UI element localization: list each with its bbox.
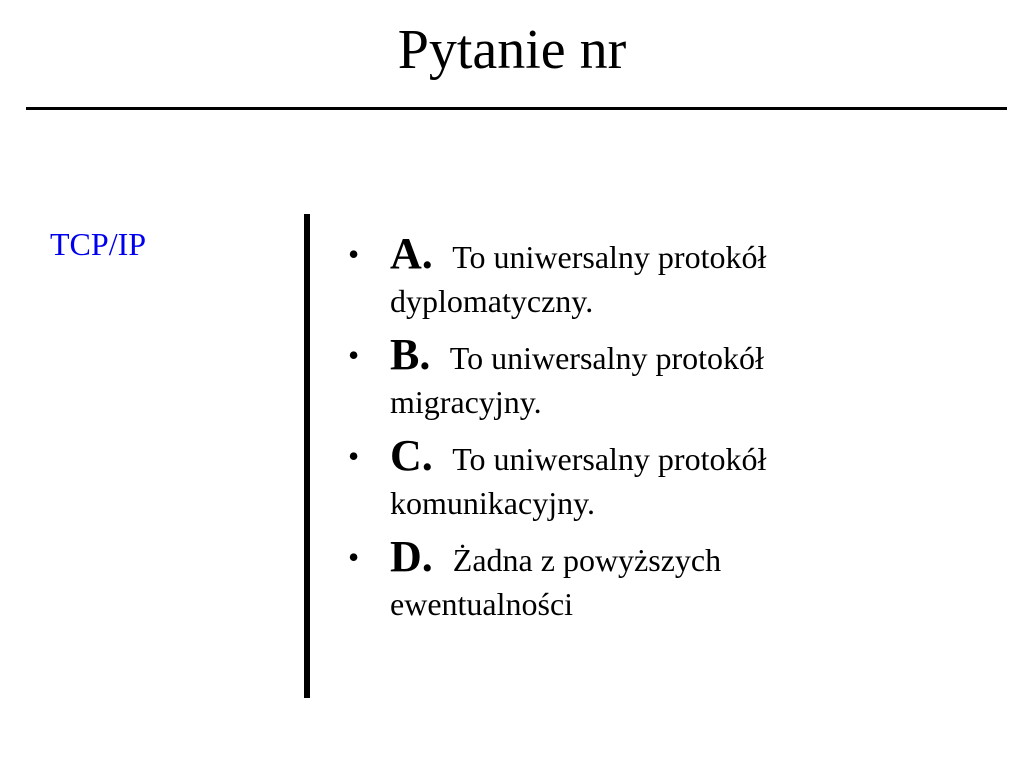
slide-title: Pytanie nr — [397, 19, 627, 81]
answer-option-d[interactable] — [348, 532, 868, 626]
answer-option-b[interactable] — [348, 330, 868, 424]
answer-option-c[interactable] — [348, 431, 868, 525]
title-divider — [26, 107, 1007, 110]
answer-option-a[interactable] — [348, 229, 868, 323]
vertical-divider — [304, 214, 310, 698]
bullet-icon: • — [348, 337, 360, 373]
bullet-icon: • — [348, 438, 360, 474]
answer-letter: B. — [390, 330, 431, 379]
bullet-icon: • — [348, 539, 360, 575]
answer-text: To uniwersalny protokół migracyjny. — [390, 340, 764, 420]
answer-letter: D. — [390, 532, 433, 581]
answer-text: To uniwersalny protokół komunikacyjny. — [390, 441, 767, 521]
answer-letter: A. — [390, 229, 433, 278]
answer-list — [348, 229, 868, 636]
answer-letter: C. — [390, 431, 433, 480]
bullet-icon: • — [348, 236, 360, 272]
answer-text: To uniwersalny protokół dyplomatyczny. — [390, 239, 767, 319]
answer-text: Żadna z powyższych ewentualności — [390, 542, 722, 622]
topic-label: TCP/IP — [50, 226, 147, 262]
